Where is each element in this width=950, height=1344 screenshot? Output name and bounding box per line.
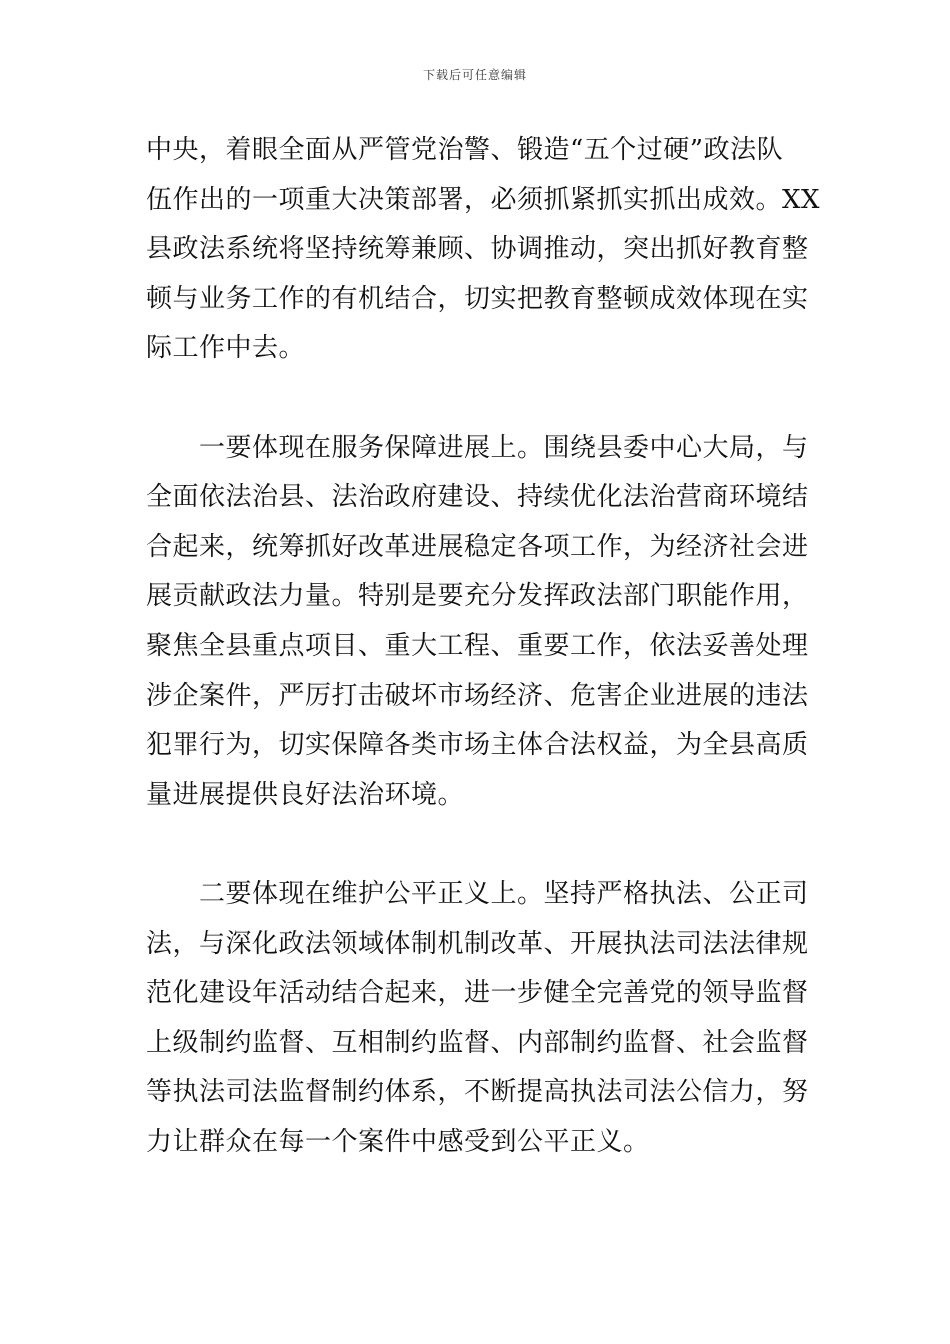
text-line: 法，与深化政法领域体制机制改革、开展执法司法法律规: [146, 928, 809, 959]
text-line: 合起来，统筹抓好改革进展稳定各项工作，为经济社会进: [146, 531, 809, 562]
header-note: 下载后可任意编辑: [422, 68, 527, 82]
text-line: 涉企案件，严厉打击破坏市场经济、危害企业进展的违法: [146, 680, 809, 711]
text-line: 际工作中去。: [146, 333, 306, 364]
document-body: [146, 126, 821, 1167]
text-line: 犯罪行为，切实保障各类市场主体合法权益，为全县高质: [146, 730, 809, 761]
text-line: 顿与业务工作的有机结合，切实把教育整顿成效体现在实: [146, 283, 809, 314]
paragraph-intro: [146, 126, 821, 374]
paragraph-justice: [146, 870, 809, 1168]
text-line: 县政法系统将坚持统筹兼顾、协调推动，突出抓好教育整: [146, 234, 809, 265]
text-line: 范化建设年活动结合起来，进一步健全完善党的领导监督: [146, 978, 809, 1009]
paragraph-gap: [146, 374, 806, 424]
text-line: 伍作出的一项重大决策部署，必须抓紧抓实抓出成效。XX: [146, 184, 821, 215]
text-line: 上级制约监督、互相制约监督、内部制约监督、社会监督: [146, 1027, 809, 1058]
text-line: 二要体现在维护公平正义上。坚持严格执法、公正司: [146, 878, 809, 909]
text-line: 一要体现在服务保障进展上。围绕县委中心大局，与: [146, 432, 809, 463]
paragraph-service: [146, 424, 809, 821]
text-line: 等执法司法监督制约体系，不断提高执法司法公信力，努: [146, 1077, 809, 1108]
text-line: 中央，着眼全面从严管党治警、锻造“五个过硬”政法队: [146, 135, 784, 165]
text-line: 展贡献政法力量。特别是要充分发挥政法部门职能作用，: [146, 581, 809, 612]
text-line: 聚焦全县重点项目、重大工程、重要工作，依法妥善处理: [146, 630, 809, 661]
text-line: 力让群众在每一个案件中感受到公平正义。: [146, 1126, 650, 1157]
paragraph-gap: [146, 820, 806, 870]
text-line: 量进展提供良好法治环境。: [146, 779, 465, 810]
text-line: 全面依法治县、法治政府建设、持续优化法治营商环境结: [146, 482, 809, 513]
